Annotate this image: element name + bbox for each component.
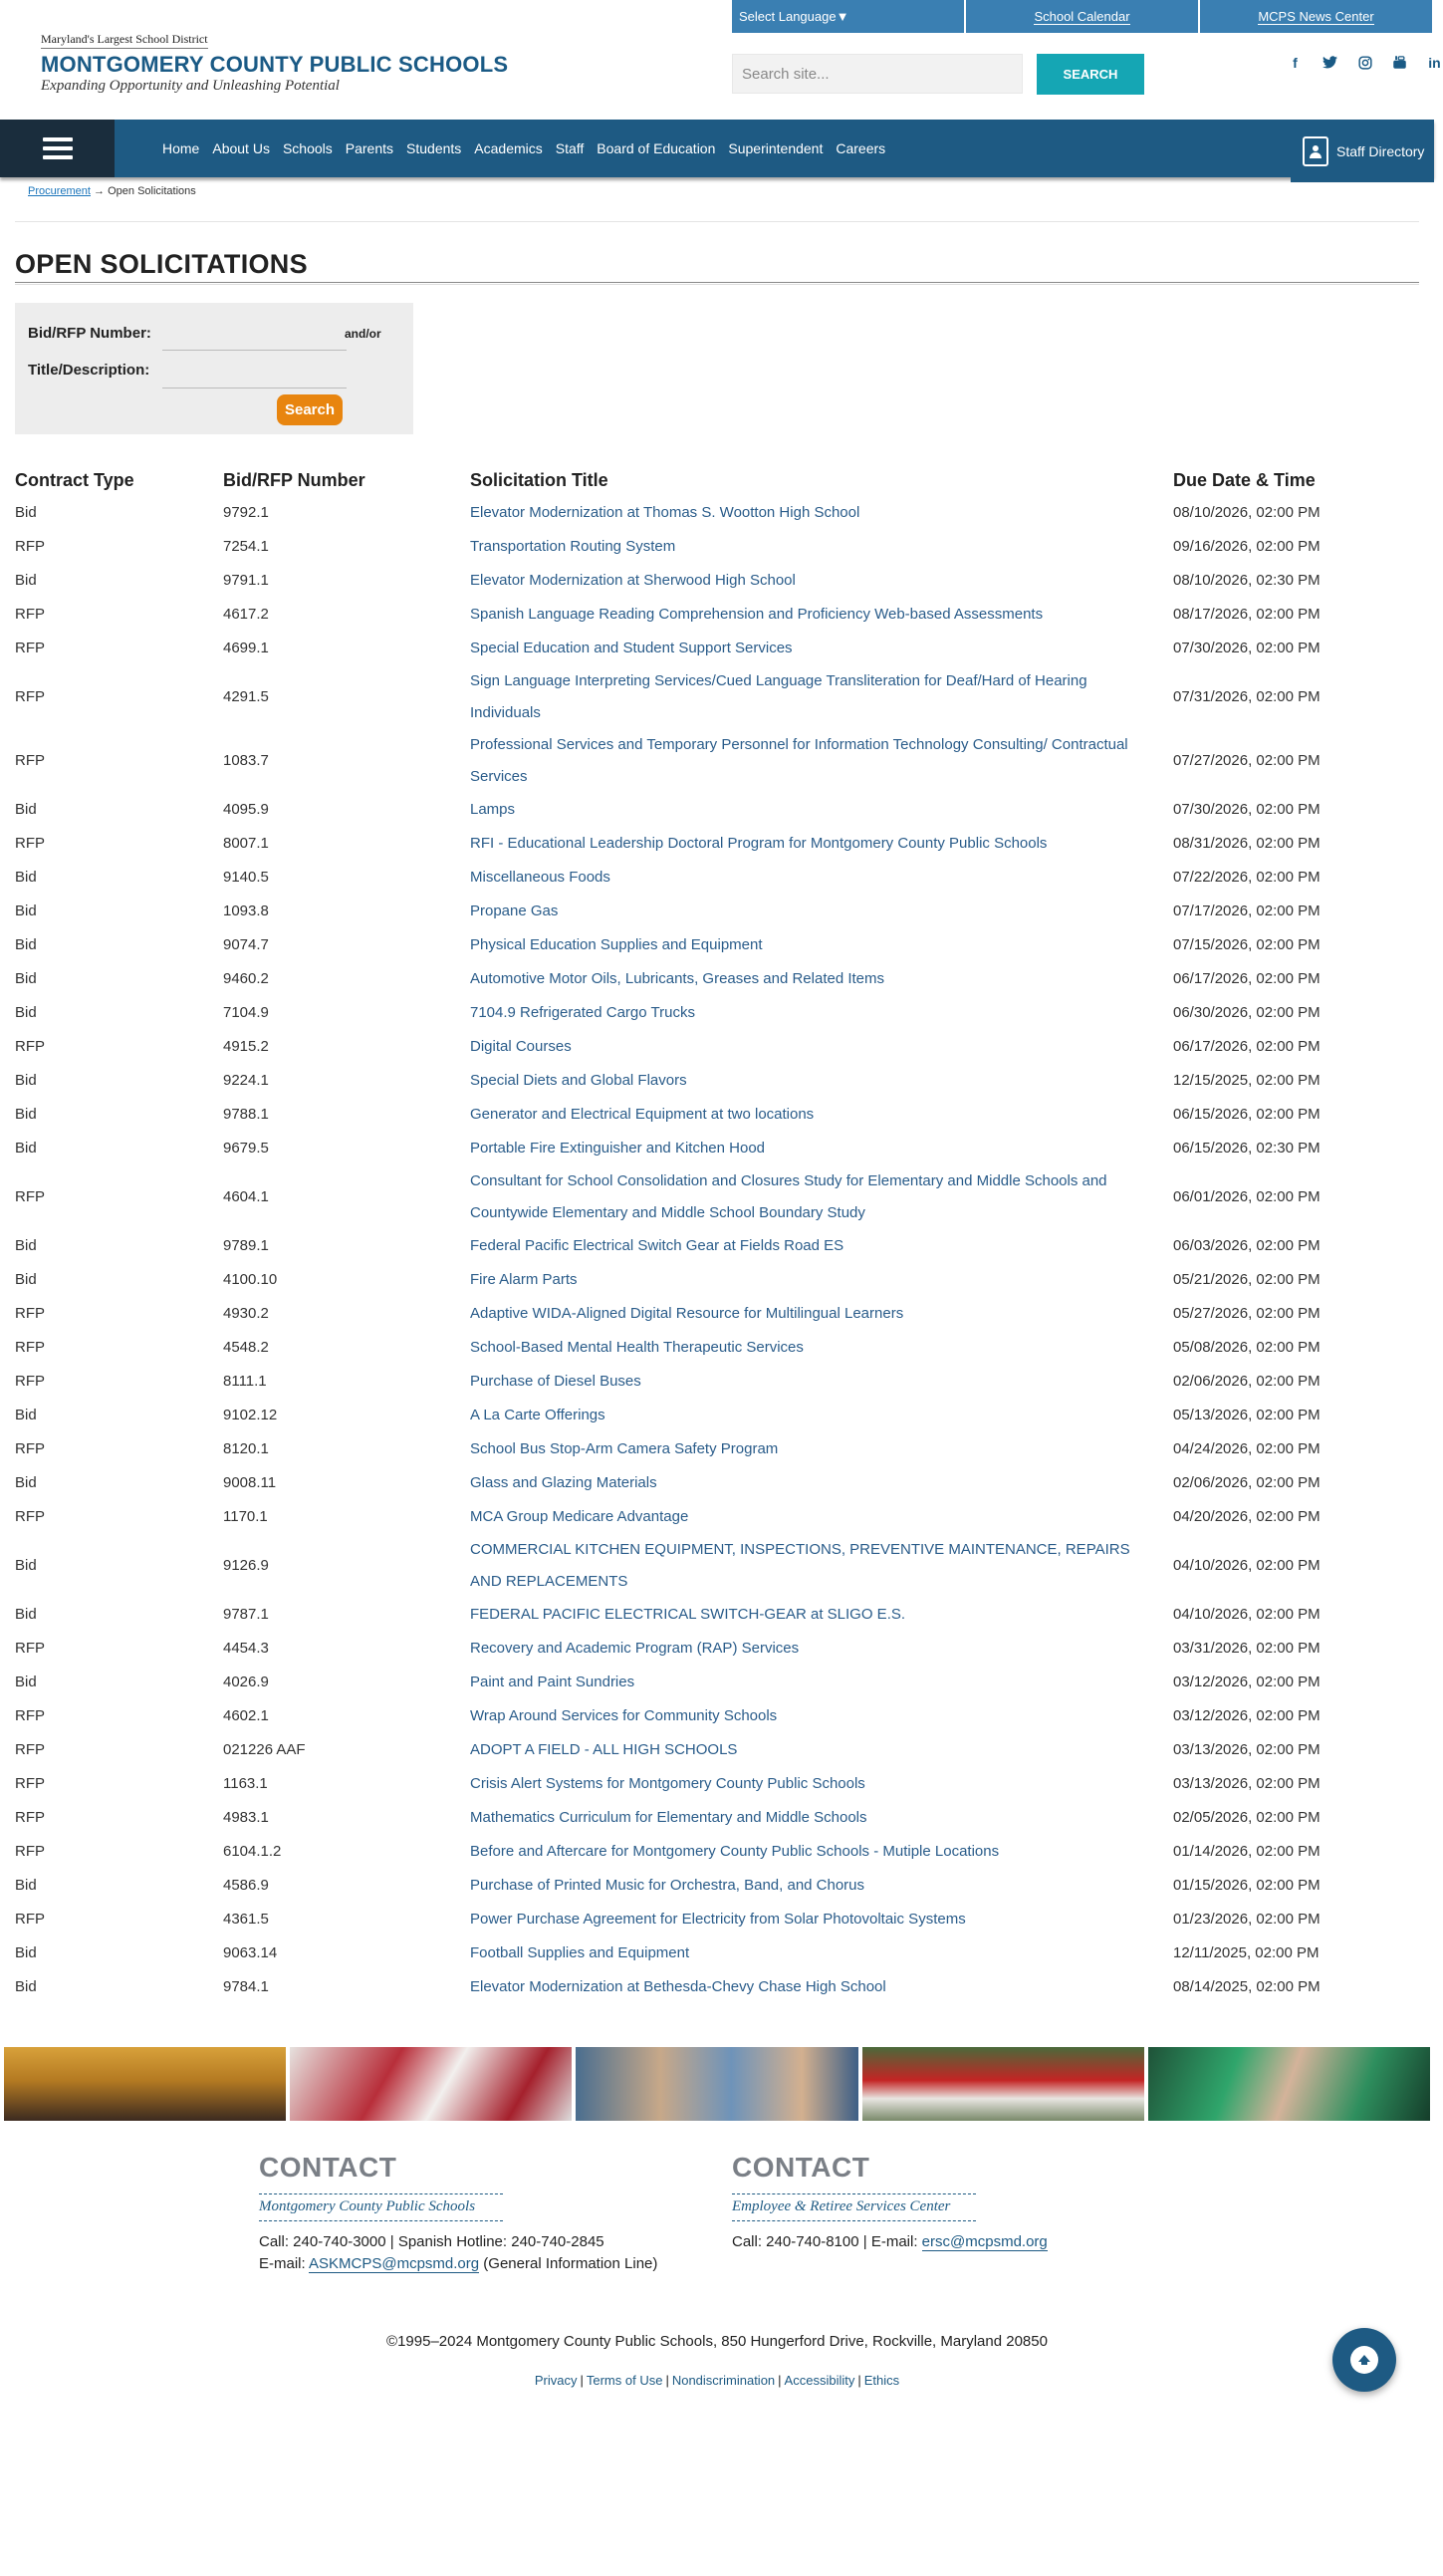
- table-row: [15, 496, 1419, 530]
- contract-type-cell: RFP: [15, 1339, 45, 1356]
- table-row: [15, 1399, 1419, 1432]
- solicitation-title-link[interactable]: ADOPT A FIELD - ALL HIGH SCHOOLS: [470, 1741, 738, 1758]
- bid-number-cell: 9787.1: [223, 1606, 269, 1623]
- bid-number-cell: 9102.12: [223, 1407, 278, 1423]
- due-date-cell: 06/01/2026, 02:00 PM: [1173, 1188, 1321, 1205]
- social-links: [1287, 54, 1443, 71]
- due-date-cell: 01/15/2026, 02:00 PM: [1173, 1877, 1321, 1894]
- solicitation-title-link[interactable]: 7104.9 Refrigerated Cargo Trucks: [470, 1004, 695, 1021]
- table-row: [15, 1835, 1419, 1869]
- contract-type-cell: Bid: [15, 869, 37, 886]
- due-date-cell: 07/17/2026, 02:00 PM: [1173, 902, 1321, 919]
- footer-link-ethics[interactable]: Ethics: [863, 2373, 900, 2388]
- contract-type-cell: Bid: [15, 1474, 37, 1491]
- district-logo[interactable]: [41, 30, 508, 95]
- solicitation-title-link[interactable]: School-Based Mental Health Therapeutic Services: [470, 1339, 804, 1356]
- due-date-cell: 02/06/2026, 02:00 PM: [1173, 1474, 1321, 1491]
- due-date-cell: 07/22/2026, 02:00 PM: [1173, 869, 1321, 886]
- site-search-button[interactable]: SEARCH: [1037, 54, 1144, 95]
- due-date-cell: 07/15/2026, 02:00 PM: [1173, 936, 1321, 953]
- ersc-email-link[interactable]: ersc@mcpsmd.org: [921, 2233, 1048, 2250]
- table-row: [15, 861, 1419, 895]
- contract-type-cell: RFP: [15, 1038, 45, 1055]
- solicitation-title-link[interactable]: Generator and Electrical Equipment at two locations: [470, 1106, 815, 1123]
- bid-number-cell: 4361.5: [223, 1911, 269, 1928]
- due-date-cell: 08/17/2026, 02:00 PM: [1173, 606, 1321, 623]
- contract-type-cell: Bid: [15, 970, 37, 987]
- bid-number-cell: 9679.5: [223, 1140, 269, 1157]
- linkedin-icon[interactable]: in: [1428, 54, 1441, 71]
- due-date-cell: 08/10/2026, 02:00 PM: [1173, 504, 1321, 521]
- due-date-cell: 07/27/2026, 02:00 PM: [1173, 752, 1321, 769]
- due-date-cell: 12/15/2025, 02:00 PM: [1173, 1072, 1321, 1089]
- photo-elementary-students: [576, 2047, 857, 2121]
- contact-heading: CONTACT: [732, 2152, 870, 2183]
- bid-number-cell: 4930.2: [223, 1305, 269, 1322]
- bid-number-cell: 4454.3: [223, 1640, 269, 1657]
- table-row: [15, 962, 1419, 996]
- due-date-cell: 07/31/2026, 02:00 PM: [1173, 688, 1321, 705]
- footer-separator: |: [580, 2373, 584, 2388]
- table-header-row: [15, 464, 1419, 496]
- staff-directory-button[interactable]: [1291, 120, 1434, 182]
- table-row: [15, 1165, 1419, 1229]
- breadcrumb-procurement[interactable]: Procurement: [28, 185, 91, 197]
- contract-type-cell: RFP: [15, 1843, 45, 1860]
- nav-item-superintendent[interactable]: Superintendent: [728, 140, 824, 156]
- facebook-icon[interactable]: f: [1293, 54, 1298, 71]
- footer-link-terms[interactable]: Terms of Use: [586, 2373, 663, 2388]
- contract-type-cell: RFP: [15, 1707, 45, 1724]
- table-row: [15, 1767, 1419, 1801]
- bid-number-cell: 9126.9: [223, 1557, 269, 1574]
- andor-label: and/or: [345, 327, 381, 341]
- solicitation-title-link[interactable]: Mathematics Curriculum for Elementary and Middle Schools: [470, 1809, 867, 1826]
- table-row: [15, 1297, 1419, 1331]
- table-row: [15, 729, 1419, 793]
- title-description-input[interactable]: [162, 359, 347, 388]
- solicitation-title-link[interactable]: MCA Group Medicare Advantage: [470, 1508, 689, 1525]
- breadcrumb-current: Open Solicitations: [108, 185, 196, 197]
- table-row: [15, 1534, 1419, 1598]
- main-nav: [0, 120, 1434, 177]
- bid-number-cell: 1170.1: [223, 1508, 268, 1525]
- solicitation-title-link[interactable]: Spanish Language Reading Comprehension and Proficiency Web-based Assessments: [470, 606, 1044, 623]
- bid-number-cell: 8120.1: [223, 1440, 269, 1457]
- filter-search-button[interactable]: Search: [277, 394, 343, 425]
- bid-number-cell: 9791.1: [223, 572, 269, 589]
- solicitation-filter: [15, 303, 413, 434]
- solicitation-title-link[interactable]: RFI - Educational Leadership Doctoral Program for Montgomery County Public Schools: [470, 835, 1048, 852]
- table-row: [15, 1331, 1419, 1365]
- email-prefix: E-mail:: [259, 2255, 310, 2272]
- contract-type-cell: Bid: [15, 1407, 37, 1423]
- table-row: [15, 1229, 1419, 1263]
- table-row: [15, 1903, 1419, 1936]
- solicitation-title-link[interactable]: Purchase of Diesel Buses: [470, 1373, 641, 1390]
- nav-item-staff[interactable]: Staff: [555, 140, 585, 156]
- bid-number-cell: 4915.2: [223, 1038, 269, 1055]
- bid-number-cell: 1163.1: [223, 1775, 268, 1792]
- bid-number-cell: 9788.1: [223, 1106, 269, 1123]
- solicitation-title-link[interactable]: COMMERCIAL KITCHEN EQUIPMENT, INSPECTIONS, PREVENTIVE MAINTENANCE, REPAIRS AND REPLACEMENTS: [470, 1541, 1130, 1590]
- bid-number-cell: 4548.2: [223, 1339, 269, 1356]
- table-row: [15, 1263, 1419, 1297]
- solicitation-title-link[interactable]: Federal Pacific Electrical Switch Gear at Fields Road ES: [470, 1237, 844, 1254]
- bid-number-cell: 9224.1: [223, 1072, 269, 1089]
- due-date-cell: 08/31/2026, 02:00 PM: [1173, 835, 1321, 852]
- bid-number-cell: 1083.7: [223, 752, 269, 769]
- table-row: [15, 1733, 1419, 1767]
- due-date-cell: 02/06/2026, 02:00 PM: [1173, 1373, 1321, 1390]
- due-date-cell: 03/13/2026, 02:00 PM: [1173, 1741, 1321, 1758]
- due-date-cell: 03/13/2026, 02:00 PM: [1173, 1775, 1321, 1792]
- solicitation-title-link[interactable]: Crisis Alert Systems for Montgomery County Public Schools: [470, 1775, 865, 1792]
- contract-type-cell: RFP: [15, 1373, 45, 1390]
- table-row: [15, 996, 1419, 1030]
- table-row: [15, 928, 1419, 962]
- contract-type-cell: RFP: [15, 1305, 45, 1322]
- bid-number-label: Bid/RFP Number:: [28, 325, 151, 342]
- due-date-cell: 06/15/2026, 02:30 PM: [1173, 1140, 1321, 1157]
- table-row: [15, 665, 1419, 729]
- solicitation-title-link[interactable]: Miscellaneous Foods: [470, 869, 610, 886]
- title-description-label: Title/Description:: [28, 362, 150, 379]
- contract-type-cell: RFP: [15, 688, 45, 705]
- header-solicitation-title: Solicitation Title: [470, 470, 608, 490]
- staff-directory-label: Staff Directory: [1336, 142, 1425, 159]
- bid-number-cell: 9063.14: [223, 1944, 278, 1961]
- due-date-cell: 05/13/2026, 02:00 PM: [1173, 1407, 1321, 1423]
- contract-type-cell: Bid: [15, 801, 37, 818]
- bid-number-cell: 4699.1: [223, 640, 269, 656]
- table-row: [15, 1598, 1419, 1632]
- table-row: [15, 1699, 1419, 1733]
- bid-number-cell: 4095.9: [223, 801, 269, 818]
- contract-type-cell: RFP: [15, 1640, 45, 1657]
- district-tagline-top: Maryland's Largest School District: [41, 32, 208, 49]
- contact-org-name: Montgomery County Public Schools: [259, 2193, 503, 2221]
- nav-item-students[interactable]: Students: [406, 140, 462, 156]
- contract-type-cell: RFP: [15, 752, 45, 769]
- bid-number-cell: 9789.1: [223, 1237, 269, 1254]
- header-due-date: Due Date & Time: [1173, 470, 1316, 490]
- arrow-up-icon: [1350, 2346, 1378, 2374]
- bid-number-input[interactable]: [162, 321, 347, 351]
- nav-item-parents[interactable]: Parents: [345, 140, 394, 156]
- email-suffix: (General Information Line): [479, 2255, 658, 2272]
- table-row: [15, 1064, 1419, 1098]
- contract-type-cell: Bid: [15, 572, 37, 589]
- due-date-cell: 06/17/2026, 02:00 PM: [1173, 970, 1321, 987]
- contract-type-cell: Bid: [15, 1237, 37, 1254]
- due-date-cell: 08/14/2025, 02:00 PM: [1173, 1978, 1321, 1995]
- solicitations-table: [15, 464, 1419, 2004]
- solicitation-title-link[interactable]: Elevator Modernization at Sherwood High School: [470, 572, 796, 589]
- utility-bar: [732, 0, 1434, 33]
- contact-phone-line: Call: 240-740-3000 | Spanish Hotline: 240-740-2845: [259, 2233, 604, 2250]
- contract-type-cell: RFP: [15, 1508, 45, 1525]
- contract-type-cell: RFP: [15, 640, 45, 656]
- table-row: [15, 793, 1419, 827]
- solicitation-title-link[interactable]: Sign Language Interpreting Services/Cued Language Transliteration for Deaf/Hard of Hearing Individuals: [470, 672, 1087, 721]
- due-date-cell: 12/11/2025, 02:00 PM: [1173, 1944, 1320, 1961]
- district-motto: Expanding Opportunity and Unleashing Potential: [41, 78, 340, 94]
- solicitation-title-link[interactable]: Football Supplies and Equipment: [470, 1944, 690, 1961]
- contract-type-cell: RFP: [15, 835, 45, 852]
- table-row: [15, 827, 1419, 861]
- contract-type-cell: Bid: [15, 1557, 37, 1574]
- news-center-label: MCPS News Center: [1258, 8, 1374, 24]
- bid-number-cell: 021226 AAF: [223, 1741, 306, 1758]
- photo-cheering-students: [1148, 2047, 1430, 2121]
- table-row: [15, 1970, 1419, 2004]
- contract-type-cell: RFP: [15, 606, 45, 623]
- bid-number-cell: 4602.1: [223, 1707, 269, 1724]
- district-name: MONTGOMERY COUNTY PUBLIC SCHOOLS: [41, 52, 509, 77]
- due-date-cell: 06/17/2026, 02:00 PM: [1173, 1038, 1321, 1055]
- bid-number-cell: 9784.1: [223, 1978, 269, 1995]
- footer-link-accessibility[interactable]: Accessibility: [784, 2373, 855, 2388]
- due-date-cell: 08/10/2026, 02:30 PM: [1173, 572, 1321, 589]
- solicitation-title-link[interactable]: Portable Fire Extinguisher and Kitchen Hood: [470, 1140, 766, 1157]
- due-date-cell: 03/31/2026, 02:00 PM: [1173, 1640, 1321, 1657]
- contract-type-cell: Bid: [15, 1944, 37, 1961]
- photo-track-athletes: [862, 2047, 1144, 2121]
- due-date-cell: 07/30/2026, 02:00 PM: [1173, 640, 1321, 656]
- select-language-dropdown[interactable]: Select Language▼: [732, 0, 964, 33]
- due-date-cell: 04/10/2026, 02:00 PM: [1173, 1606, 1321, 1623]
- solicitation-title-link[interactable]: Special Education and Student Support Services: [470, 640, 793, 656]
- instagram-icon[interactable]: [1356, 54, 1373, 71]
- table-row: [15, 598, 1419, 632]
- divider: [15, 221, 1419, 222]
- due-date-cell: 05/21/2026, 02:00 PM: [1173, 1271, 1321, 1288]
- table-row: [15, 1666, 1419, 1699]
- contract-type-cell: Bid: [15, 902, 37, 919]
- bid-number-cell: 1093.8: [223, 902, 269, 919]
- contract-type-cell: RFP: [15, 1775, 45, 1792]
- table-row: [15, 895, 1419, 928]
- solicitation-title-link[interactable]: Propane Gas: [470, 902, 559, 919]
- due-date-cell: 05/27/2026, 02:00 PM: [1173, 1305, 1321, 1322]
- due-date-cell: 03/12/2026, 02:00 PM: [1173, 1674, 1321, 1690]
- contact-ersc: [732, 2152, 1210, 2253]
- contract-type-cell: Bid: [15, 1978, 37, 1995]
- table-row: [15, 1801, 1419, 1835]
- contract-type-cell: RFP: [15, 1741, 45, 1758]
- contact-phone-line: [732, 2231, 1210, 2253]
- due-date-cell: 06/15/2026, 02:00 PM: [1173, 1106, 1321, 1123]
- solicitation-title-link[interactable]: Purchase of Printed Music for Orchestra, Band, and Chorus: [470, 1877, 865, 1894]
- solicitation-title-link[interactable]: A La Carte Offerings: [470, 1407, 605, 1423]
- solicitation-title-link[interactable]: Power Purchase Agreement for Electricity from Solar Photovoltaic Systems: [470, 1911, 966, 1928]
- contract-type-cell: Bid: [15, 1140, 37, 1157]
- solicitation-title-link[interactable]: Lamps: [470, 801, 516, 818]
- table-row: [15, 1030, 1419, 1064]
- table-row: [15, 1132, 1419, 1165]
- solicitation-title-link[interactable]: Automotive Motor Oils, Lubricants, Greases and Related Items: [470, 970, 885, 987]
- contract-type-cell: Bid: [15, 504, 37, 521]
- site-search-input[interactable]: [732, 54, 1023, 94]
- contract-type-cell: Bid: [15, 1072, 37, 1089]
- site-header: [0, 0, 1441, 120]
- copyright: ©1995–2024 Montgomery County Public Schools, 850 Hungerford Drive, Rockville, Maryland 20850: [386, 2333, 1048, 2350]
- solicitation-title-link[interactable]: Transportation Routing System: [470, 538, 676, 555]
- nav-item-home[interactable]: Home: [162, 140, 200, 156]
- contact-heading: CONTACT: [259, 2152, 397, 2183]
- solicitation-title-link[interactable]: Digital Courses: [470, 1038, 572, 1055]
- table-row: [15, 1500, 1419, 1534]
- table-row: [15, 1466, 1419, 1500]
- footer-links: [0, 2373, 1434, 2388]
- footer-link-privacy[interactable]: Privacy: [534, 2373, 578, 2388]
- nav-item-board-of-education[interactable]: Board of Education: [597, 140, 716, 156]
- table-row: [15, 1432, 1419, 1466]
- due-date-cell: 01/14/2026, 02:00 PM: [1173, 1843, 1321, 1860]
- menu-icon[interactable]: [0, 120, 115, 177]
- contract-type-cell: RFP: [15, 1809, 45, 1826]
- photo-school-bus-students: [4, 2047, 286, 2121]
- contract-type-cell: Bid: [15, 1877, 37, 1894]
- contact-phone-prefix: Call: 240-740-8100 | E-mail:: [732, 2233, 922, 2250]
- due-date-cell: 04/24/2026, 02:00 PM: [1173, 1440, 1321, 1457]
- bid-number-cell: 4617.2: [223, 606, 269, 623]
- footer-separator: |: [665, 2373, 669, 2388]
- solicitation-title-link[interactable]: Elevator Modernization at Bethesda-Chevy Chase High School: [470, 1978, 886, 1995]
- footer-separator: |: [857, 2373, 861, 2388]
- solicitation-title-link[interactable]: Special Diets and Global Flavors: [470, 1072, 687, 1089]
- contract-type-cell: Bid: [15, 1106, 37, 1123]
- table-row: [15, 632, 1419, 665]
- contract-type-cell: Bid: [15, 1004, 37, 1021]
- contract-type-cell: Bid: [15, 936, 37, 953]
- bid-number-cell: 8007.1: [223, 835, 269, 852]
- news-center-link[interactable]: [1200, 0, 1432, 33]
- bid-number-cell: 7254.1: [223, 538, 269, 555]
- solicitation-title-link[interactable]: Before and Aftercare for Montgomery County Public Schools - Mutiple Locations: [470, 1843, 1000, 1860]
- contract-type-cell: RFP: [15, 1911, 45, 1928]
- twitter-icon[interactable]: [1322, 54, 1338, 71]
- due-date-cell: 07/30/2026, 02:00 PM: [1173, 801, 1321, 818]
- table-row: [15, 1365, 1419, 1399]
- contract-type-cell: Bid: [15, 1606, 37, 1623]
- solicitation-title-link[interactable]: Recovery and Academic Program (RAP) Services: [470, 1640, 800, 1657]
- solicitation-title-link[interactable]: Professional Services and Temporary Personnel for Information Technology Consulting/ Contractual Services: [470, 736, 1128, 785]
- bid-number-cell: 9460.2: [223, 970, 269, 987]
- footer-link-nondiscrimination[interactable]: Nondiscrimination: [671, 2373, 776, 2388]
- due-date-cell: 01/23/2026, 02:00 PM: [1173, 1911, 1321, 1928]
- school-calendar-label: School Calendar: [1034, 8, 1130, 24]
- contact-email-line: [259, 2253, 737, 2275]
- nav-item-academics[interactable]: Academics: [474, 140, 543, 156]
- due-date-cell: 04/10/2026, 02:00 PM: [1173, 1557, 1321, 1574]
- table-row: [15, 1632, 1419, 1666]
- solicitation-title-link[interactable]: Elevator Modernization at Thomas S. Wootton High School: [470, 504, 860, 521]
- due-date-cell: 06/03/2026, 02:00 PM: [1173, 1237, 1321, 1254]
- contract-type-cell: RFP: [15, 538, 45, 555]
- footer-separator: |: [778, 2373, 782, 2388]
- solicitation-title-link[interactable]: Wrap Around Services for Community Schools: [470, 1707, 778, 1724]
- header-contract-type: Contract Type: [15, 470, 134, 490]
- back-to-top-button[interactable]: [1332, 2328, 1396, 2392]
- solicitation-title-link[interactable]: FEDERAL PACIFIC ELECTRICAL SWITCH-GEAR at SLIGO E.S.: [470, 1606, 906, 1623]
- bid-number-cell: 9074.7: [223, 936, 269, 953]
- table-row: [15, 1869, 1419, 1903]
- school-calendar-link[interactable]: [966, 0, 1198, 33]
- contract-type-cell: RFP: [15, 1440, 45, 1457]
- bid-number-cell: 4100.10: [223, 1271, 278, 1288]
- photo-strip: [4, 2047, 1430, 2121]
- contract-type-cell: Bid: [15, 1674, 37, 1690]
- photo-marching-band: [290, 2047, 572, 2121]
- table-row: [15, 1098, 1419, 1132]
- header-bid-number: Bid/RFP Number: [223, 470, 365, 490]
- due-date-cell: 05/08/2026, 02:00 PM: [1173, 1339, 1321, 1356]
- bid-number-cell: 4026.9: [223, 1674, 269, 1690]
- solicitation-title-link[interactable]: Physical Education Supplies and Equipment: [470, 936, 763, 953]
- nav-links: [162, 120, 898, 177]
- contact-mcps: [259, 2152, 737, 2275]
- solicitation-title-link[interactable]: Consultant for School Consolidation and Closures Study for Elementary and Middle Schools and Countywide Elementary and Middle School Boundary Study: [470, 1172, 1107, 1221]
- solicitation-title-link[interactable]: School Bus Stop-Arm Camera Safety Program: [470, 1440, 779, 1457]
- page-title: OPEN SOLICITATIONS: [15, 249, 308, 279]
- due-date-cell: 03/12/2026, 02:00 PM: [1173, 1707, 1321, 1724]
- contract-type-cell: Bid: [15, 1271, 37, 1288]
- bid-number-cell: 4604.1: [223, 1188, 269, 1205]
- askmcps-email-link[interactable]: ASKMCPS@mcpsmd.org: [309, 2255, 480, 2272]
- nav-item-about-us[interactable]: About Us: [212, 140, 270, 156]
- bid-number-cell: 4586.9: [223, 1877, 269, 1894]
- solicitation-title-link[interactable]: Fire Alarm Parts: [470, 1271, 578, 1288]
- bid-number-cell: 9792.1: [223, 504, 269, 521]
- due-date-cell: 06/30/2026, 02:00 PM: [1173, 1004, 1321, 1021]
- breadcrumb-arrow: →: [94, 185, 106, 197]
- bid-number-cell: 8111.1: [223, 1373, 267, 1390]
- youtube-icon[interactable]: [1391, 54, 1408, 71]
- solicitation-title-link[interactable]: Adaptive WIDA-Aligned Digital Resource for Multilingual Learners: [470, 1305, 904, 1322]
- table-row: [15, 564, 1419, 598]
- bid-number-cell: 4983.1: [223, 1809, 269, 1826]
- solicitation-title-link[interactable]: Paint and Paint Sundries: [470, 1674, 635, 1690]
- breadcrumb: [28, 185, 196, 197]
- nav-item-careers[interactable]: Careers: [836, 140, 886, 156]
- table-row: [15, 530, 1419, 564]
- contact-org-name: Employee & Retiree Services Center: [732, 2193, 976, 2221]
- contact-card-icon: [1303, 136, 1328, 166]
- due-date-cell: 04/20/2026, 02:00 PM: [1173, 1508, 1321, 1525]
- table-row: [15, 1936, 1419, 1970]
- bid-number-cell: 6104.1.2: [223, 1843, 282, 1860]
- due-date-cell: 09/16/2026, 02:00 PM: [1173, 538, 1321, 555]
- due-date-cell: 02/05/2026, 02:00 PM: [1173, 1809, 1321, 1826]
- solicitation-title-link[interactable]: Glass and Glazing Materials: [470, 1474, 657, 1491]
- bid-number-cell: 7104.9: [223, 1004, 269, 1021]
- contract-type-cell: RFP: [15, 1188, 45, 1205]
- bid-number-cell: 9008.11: [223, 1474, 277, 1491]
- bid-number-cell: 4291.5: [223, 688, 269, 705]
- bid-number-cell: 9140.5: [223, 869, 269, 886]
- nav-item-schools[interactable]: Schools: [282, 140, 333, 156]
- title-divider: [15, 282, 1419, 285]
